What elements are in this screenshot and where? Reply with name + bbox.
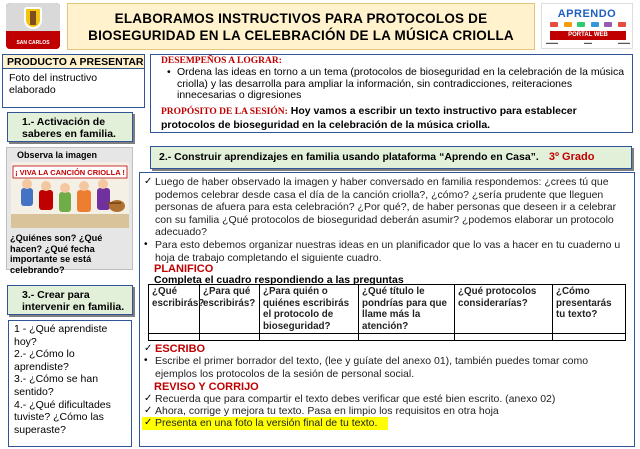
reflection-questions-box — [8, 320, 132, 447]
table-cell[interactable] — [359, 334, 455, 341]
paragraph-correct — [144, 405, 630, 418]
check-icon: ✓ — [144, 176, 153, 187]
product-description: Foto del instructivo elaborado — [9, 72, 98, 96]
aprendo-logo-subtitle: PORTAL WEB — [550, 31, 626, 40]
paragraph-correct-text: Ahora, corrige y mejora tu texto. Pasa en limpio los requisitos en otra hoja — [155, 405, 499, 417]
table-cell[interactable] — [553, 334, 626, 341]
paragraph-verify — [144, 393, 630, 406]
table-header-4: ¿Qué título le pondrías para que llame más la atención? — [359, 285, 455, 334]
proposito-text: Hoy vamos a escribir un texto instructivo para establecer protocolos de bioseguridad en la celebración de la música criolla. — [161, 105, 577, 131]
grade-label: 3º Grado — [548, 151, 595, 163]
bullet-icon: • — [144, 355, 148, 366]
product-box — [2, 54, 145, 108]
image-caption: Observa la imagen — [17, 150, 98, 160]
check-icon: ✓ — [144, 393, 153, 404]
table-cell[interactable] — [200, 334, 260, 341]
table-cell[interactable] — [149, 334, 200, 341]
check-icon: ✓ — [144, 343, 153, 354]
reviso-heading: REVISO Y CORRIJO — [154, 381, 259, 393]
page-title — [67, 3, 535, 50]
check-icon: ✓ — [144, 417, 153, 428]
paragraph-present — [144, 417, 630, 430]
paragraph-planner — [144, 239, 630, 264]
image-questions: ¿Quiénes son? ¿Qué hacen? ¿Qué fecha importante se está celebrando? — [10, 233, 103, 275]
table-header-1: ¿Qué escribirás? — [149, 285, 200, 334]
step-1-banner: 1.- Activación de saberes en familia. — [7, 112, 133, 142]
desempeno-item: • Ordena las ideas en torno a un tema (protocolos de bioseguridad en la celebración de la música criolla) y las desarrolla para ampliar la información, sin contradicciones, reiteraciones innecesarias o digresiones — [167, 67, 627, 102]
main-content-box — [139, 172, 635, 447]
planner-table — [148, 284, 626, 341]
paragraph-questions — [144, 176, 630, 239]
table-cell[interactable] — [455, 334, 553, 341]
table-header-2: ¿Para qué escribirás? — [200, 285, 260, 334]
reflection-question-2: 2.- ¿Cómo lo aprendiste? — [14, 348, 75, 373]
table-row — [149, 334, 626, 341]
ministry-logos: ▬▬▬ ▬▬ ▬▬▬ — [546, 40, 630, 45]
school-logo-text: SAN CARLOS — [16, 40, 50, 46]
page-title-line-1: ELABORAMOS INSTRUCTIVOS PARA PROTOCOLOS DE — [114, 10, 488, 26]
criolla-celebration-illustration — [11, 162, 129, 228]
planifico-heading: PLANIFICO — [154, 263, 214, 275]
table-caption: Completa el cuadro respondiendo a las preguntas — [154, 274, 404, 286]
school-logo — [6, 3, 60, 49]
proposito — [161, 105, 629, 132]
step-2-banner — [150, 146, 632, 169]
desempenos-list — [167, 67, 627, 102]
product-heading: PRODUCTO A PRESENTAR — [3, 55, 144, 69]
paragraph-draft-text: Escribe el primer borrador del texto, (lee y guíate del anexo 01), también puedes tomar como ejemplos los protocolos de la sesión de personal social. — [155, 355, 589, 380]
paragraph-questions-text: Luego de haber observado la imagen y haber conversado en familia respondemos: ¿crees tú que podemos celebrar desde casa el día de la canción criolla?, ¿cómo? ¿sería prudente que lleguen personas de afuera para esta celebración? ¿Por qué?, de haber personas que deseen ir a celebrar con su familia ¿Qué protocolos de bioseguridad deberán asumir? ¿podemos elaborar un protocolo adecuado? — [155, 176, 617, 239]
table-cell[interactable] — [260, 334, 359, 341]
escribo-row — [144, 343, 630, 356]
desempenos-label: DESEMPEÑOS A LOGRAR: — [161, 56, 282, 66]
escribo-heading: ESCRIBO — [155, 343, 206, 355]
reflection-question-1: 1 - ¿Qué aprendiste hoy? — [14, 323, 108, 348]
paragraph-present-text: Presenta en una foto la versión final de tu texto. — [155, 417, 378, 429]
reflection-question-3: 3.- ¿Cómo se han sentido? — [14, 373, 99, 398]
tower-icon — [30, 11, 36, 25]
step-2-label: 2.- Construir aprendizajes en familia usando plataforma “Aprendo en Casa”. — [159, 151, 539, 163]
paragraph-planner-text: Para esto debemos organizar nuestras ideas en un planificador que lo vas a hacer en tu cuaderno u hoja de trabajo completando el siguiente cuadro. — [155, 239, 621, 264]
paragraph-draft — [144, 355, 630, 380]
banner-text: ¡ VIVA LA CANCIÓN CRIOLLA ! — [15, 168, 125, 177]
desempenos-box — [150, 54, 633, 133]
color-dots-icon — [550, 22, 626, 28]
step-3-banner: 3.- Crear para intervenir en familia. — [7, 285, 133, 315]
table-header-5: ¿Qué protocolos considerarías? — [455, 285, 553, 334]
reflection-question-4: 4.- ¿Qué dificultades tuviste? ¿Cómo las superaste? — [14, 398, 111, 436]
paragraph-verify-text: Recuerda que para compartir el texto debes verificar que esté bien escrito. (anexo 02) — [155, 393, 556, 405]
page-title-line-2: BIOSEGURIDAD EN LA CELEBRACIÓN DE LA MÚSICA CRIOLLA — [88, 27, 514, 43]
bullet-icon: • — [144, 239, 148, 250]
observe-image-panel — [6, 147, 133, 275]
aprendo-logo-title: APRENDO — [557, 8, 617, 20]
table-header-6: ¿Cómo presentarás tu texto? — [553, 285, 626, 334]
table-header-3: ¿Para quién o quiénes escribirás el protocolo de bioseguridad? — [260, 285, 359, 334]
check-icon: ✓ — [144, 405, 153, 416]
proposito-label: PROPÓSITO DE LA SESIÓN: — [161, 107, 288, 117]
aprendo-en-casa-logo — [541, 3, 633, 49]
